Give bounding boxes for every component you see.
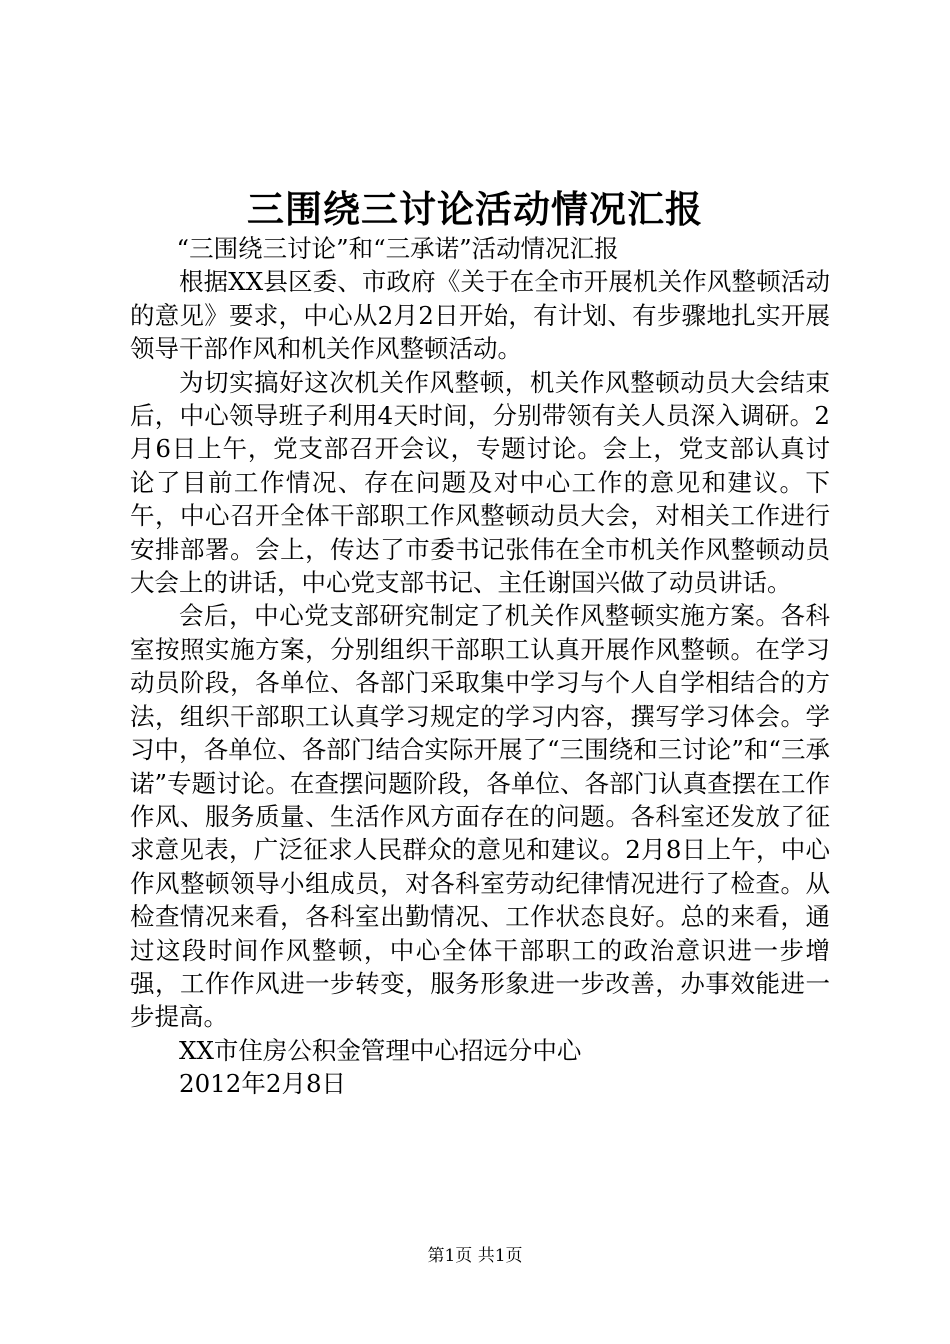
document-title: 三围绕三讨论活动情况汇报	[247, 187, 703, 231]
signature-date: 2012年2月8日	[179, 1069, 347, 1099]
paragraph-implementation: 会后，中心党支部研究制定了机关作风整顿实施方案。各科室按照实施方案，分别组织干部职工认真开展作风整顿。在学习动员阶段，各单位、各部门采取集中学习与个人自学相结合的方法，组织干部职工认真学习规定的学习内容，撰写学习体会。学习中，各单位、各部门结合实际开展了“三围绕和三讨论”和“三承诺”专题讨论。在查摆问题阶段，各单位、各部门认真查摆在工作作风、服务质量、生活作风方面存在的问题。各科室还发放了征求意见表，广泛征求人民群众的意见和建议。2月8日上午，中心作风整顿领导小组成员，对各科室劳动纪律情况进行了检查。从检查情况来看，各科室出勤情况、工作状态良好。总的来看，通过这段时间作风整顿，中心全体干部职工的政治意识进一步增强，工作作风进一步转变，服务形象进一步改善，办事效能进一步提高。	[130, 601, 830, 1032]
paragraph-mobilization: 为切实搞好这次机关作风整顿，机关作风整顿动员大会结束后，中心领导班子利用4天时间，分别带领有关人员深入调研。2月6日上午，党支部召开会议，专题讨论。会上，党支部认真讨论了目前工作情况、存在问题及对中心工作的意见和建议。下午，中心召开全体干部职工作风整顿动员大会，对相关工作进行安排部署。会上，传达了市委书记张伟在全市机关作风整顿动员大会上的讲话，中心党支部书记、主任谢国兴做了动员讲话。	[130, 367, 830, 598]
signature-organization: XX市住房公积金管理中心招远分中心	[179, 1035, 582, 1065]
page-number: 第1页 共1页	[427, 1246, 523, 1266]
document-body	[130, 232, 830, 1101]
document-subtitle: “三围绕三讨论”和“三承诺”活动情况汇报	[176, 234, 619, 263]
paragraph-intro: 根据XX县区委、市政府《关于在全市开展机关作风整顿活动的意见》要求，中心从2月2日开始，有计划、有步骤地扎实开展领导干部作风和机关作风整顿活动。	[130, 267, 830, 364]
